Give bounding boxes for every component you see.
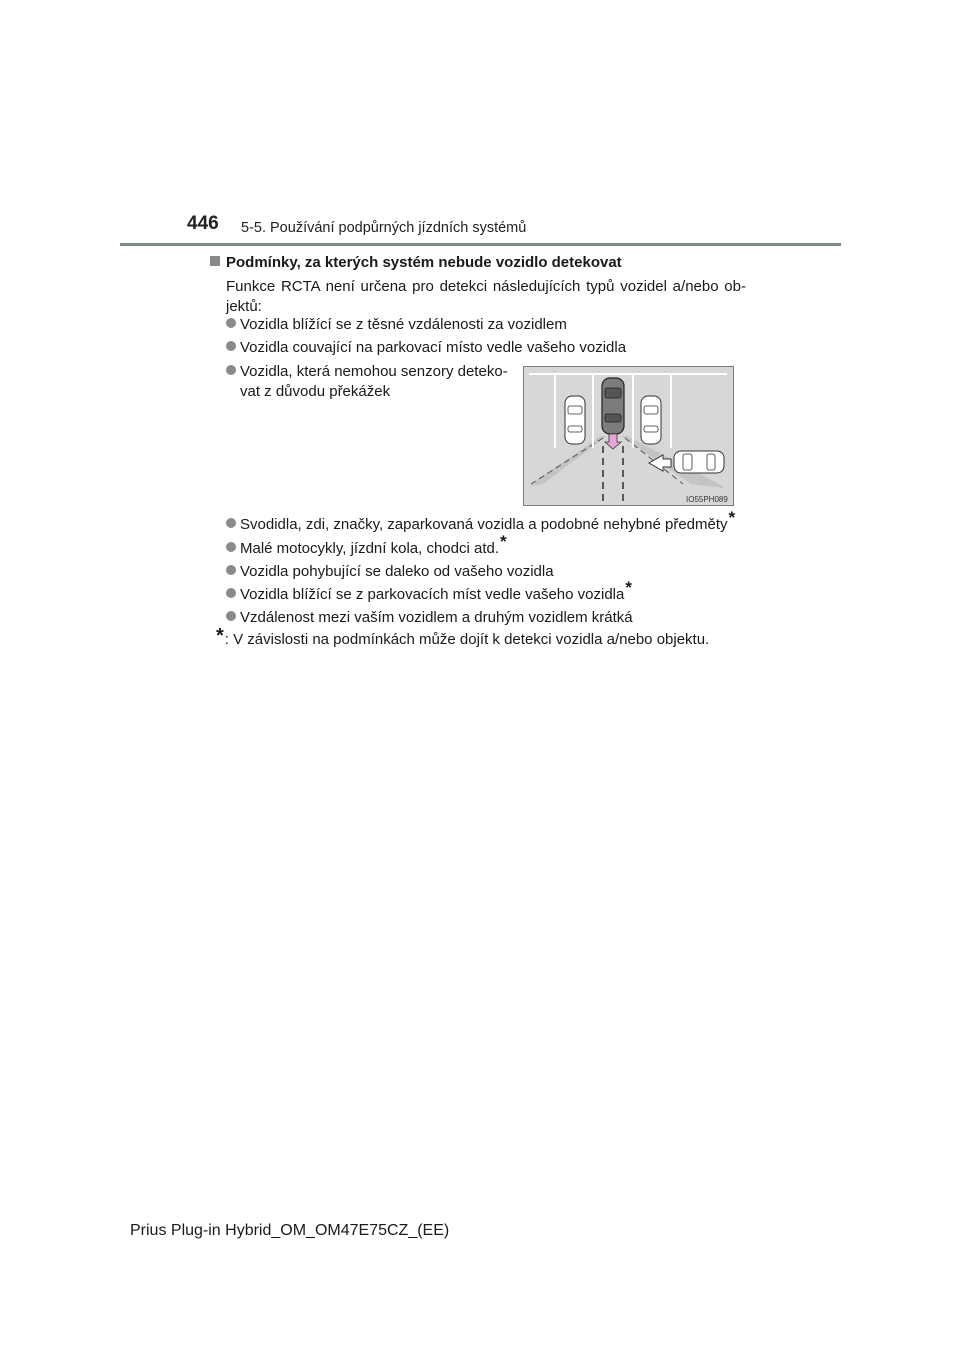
round-bullet-icon: [226, 518, 236, 528]
round-bullet-icon: [226, 341, 236, 351]
footer-document-id: Prius Plug-in Hybrid_OM_OM47E75CZ_(EE): [130, 1222, 450, 1239]
bullet-item: [226, 315, 567, 335]
footnote-marker: *: [216, 625, 224, 647]
bullet-item: [226, 608, 633, 628]
bullet-text: Vzdálenost mezi vaším vozidlem a druhým vozidlem krátká: [240, 609, 633, 626]
footnote-text: : V závislosti na podmínkách může dojít k detekci vozidla a/nebo objektu.: [224, 631, 710, 648]
round-bullet-icon: [226, 318, 236, 328]
square-bullet-icon: [210, 256, 220, 266]
bullet-item: [226, 362, 518, 402]
parked-car-left: [565, 396, 585, 444]
bullet-text: Malé motocykly, jízdní kola, chodci atd.: [240, 540, 499, 557]
bullet-item: [226, 562, 554, 582]
bullet-text: Svodidla, zdi, značky, zaparkovaná vozidla a podobné nehybné předměty: [240, 516, 728, 533]
own-vehicle: [602, 378, 624, 434]
rcta-parking-figure: [523, 366, 734, 506]
conditions-heading: [210, 254, 770, 271]
footnote-star: *: [625, 578, 632, 597]
footnote-star: *: [500, 532, 507, 551]
bullet-item: [226, 338, 626, 358]
bullet-text: Vozidla pohybující se daleko od vašeho vozidla: [240, 563, 554, 580]
bullet-item: [226, 508, 736, 535]
footnote-star: *: [728, 508, 736, 527]
header-rule: [120, 243, 841, 246]
heading-text: Podmínky, za kterých systém nebude vozidlo detekovat: [226, 254, 622, 271]
round-bullet-icon: [226, 588, 236, 598]
footnote: [216, 626, 709, 650]
bullet-text: Vozidla, která nemohou senzory deteko-vat z důvodu překážek: [240, 363, 508, 400]
approaching-car: [674, 451, 724, 473]
bullet-item: [226, 578, 632, 605]
bullet-text: Vozidla blížící se z těsné vzdálenosti za vozidlem: [240, 316, 567, 333]
round-bullet-icon: [226, 365, 236, 375]
page-number: 446: [187, 213, 219, 234]
round-bullet-icon: [226, 542, 236, 552]
parked-car-right: [641, 396, 661, 444]
round-bullet-icon: [226, 565, 236, 575]
section-title: 5-5. Používání podpůrných jízdních systémů: [241, 220, 527, 236]
figure-code: IO55PH089: [686, 495, 728, 504]
bullet-item: [226, 532, 507, 559]
bullet-text: Vozidla blížící se z parkovacích míst vedle vašeho vozidla: [240, 586, 625, 603]
intro-paragraph: Funkce RCTA není určena pro detekci následujících typů vozidel a/nebo ob-jektů:: [226, 278, 746, 315]
round-bullet-icon: [226, 611, 236, 621]
bullet-text: Vozidla couvající na parkovací místo vedle vašeho vozidla: [240, 339, 627, 356]
